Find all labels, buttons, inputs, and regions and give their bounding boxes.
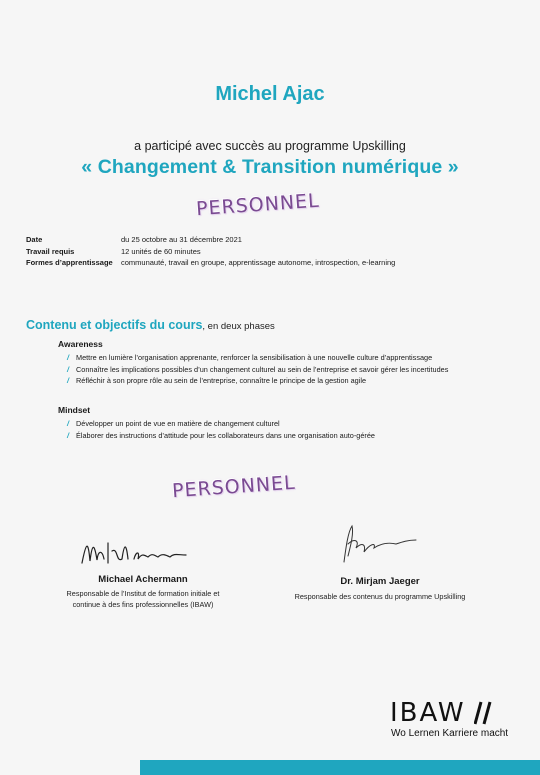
- phase-awareness-list: [67, 352, 449, 387]
- program-title: « Changement & Transition numérique »: [81, 156, 459, 178]
- signatory-name: Dr. Mirjam Jaeger: [340, 576, 420, 587]
- list-item: [67, 418, 375, 430]
- slash-bullet-icon: /: [67, 364, 70, 374]
- phase-title-awareness: Awareness: [58, 339, 103, 349]
- list-item: [67, 430, 375, 442]
- slash-bullet-icon: /: [67, 430, 70, 440]
- info-value: communauté, travail en groupe, apprentissage autonome, introspection, e-learning: [121, 258, 396, 267]
- slash-bullet-icon: /: [67, 353, 70, 362]
- section-heading: Contenu et objectifs du cours: [26, 318, 203, 332]
- info-label: Travail requis: [26, 246, 75, 256]
- signature-achermann: [78, 533, 198, 571]
- signatory-name: Michael Achermann: [98, 574, 188, 585]
- personnel-stamp: PERSONNEL: [195, 189, 321, 221]
- section-subheading: , en deux phases: [202, 321, 275, 332]
- info-value: 12 unités de 60 minutes: [121, 246, 201, 256]
- info-label: Formes d’apprentissage: [26, 258, 113, 267]
- recipient-name: Michel Ajac: [215, 83, 325, 105]
- signature-jaeger: [336, 522, 426, 572]
- signatory-role-line: Responsable de l’Institut de formation initiale et: [66, 589, 220, 598]
- list-item-text: Élaborer des instructions d’attitude pour les collaborateurs dans une organisation auto-gérée: [76, 430, 375, 440]
- list-item-text: Réfléchir à son propre rôle au sein de l’entreprise, connaître le principe de la gestion agile: [76, 376, 367, 385]
- list-item-text: Mettre en lumière l’organisation apprenante, renforcer la sensibilisation à une nouvelle culture d’apprentissage: [76, 353, 433, 362]
- intro-text: a participé avec succès au programme Upskilling: [134, 139, 406, 153]
- slash-bullet-icon: /: [67, 419, 70, 428]
- list-item: [67, 364, 449, 376]
- list-item: [67, 375, 448, 387]
- phase-mindset-list: [67, 418, 375, 441]
- list-item: [67, 352, 448, 364]
- signatory-role: [28, 589, 258, 610]
- slash-bullet-icon: /: [67, 376, 70, 385]
- list-item-text: Développer un point de vue en matière de changement culturel: [76, 419, 280, 428]
- list-item-text: Connaître les implications possibles d’un changement culturel au sein de l’entreprise et savoir gérer les incertitudes: [76, 364, 449, 374]
- logo-tagline: Wo Lernen Karriere macht: [391, 728, 509, 739]
- personnel-stamp: PERSONNEL: [171, 471, 297, 503]
- content-section-title: [26, 318, 275, 332]
- footer-accent-bar: [140, 760, 540, 775]
- info-label: Date: [26, 235, 43, 244]
- logo-slashes-icon: [474, 700, 494, 726]
- signatory-role: Responsable des contenus du programme Upskilling: [294, 592, 466, 601]
- phase-title-mindset: Mindset: [58, 405, 91, 415]
- info-value: du 25 octobre au 31 décembre 2021: [121, 235, 242, 244]
- signatory-role-line: continue à des fins professionnelles (IBAW): [72, 599, 214, 609]
- ibaw-logo: IBAW: [390, 698, 466, 728]
